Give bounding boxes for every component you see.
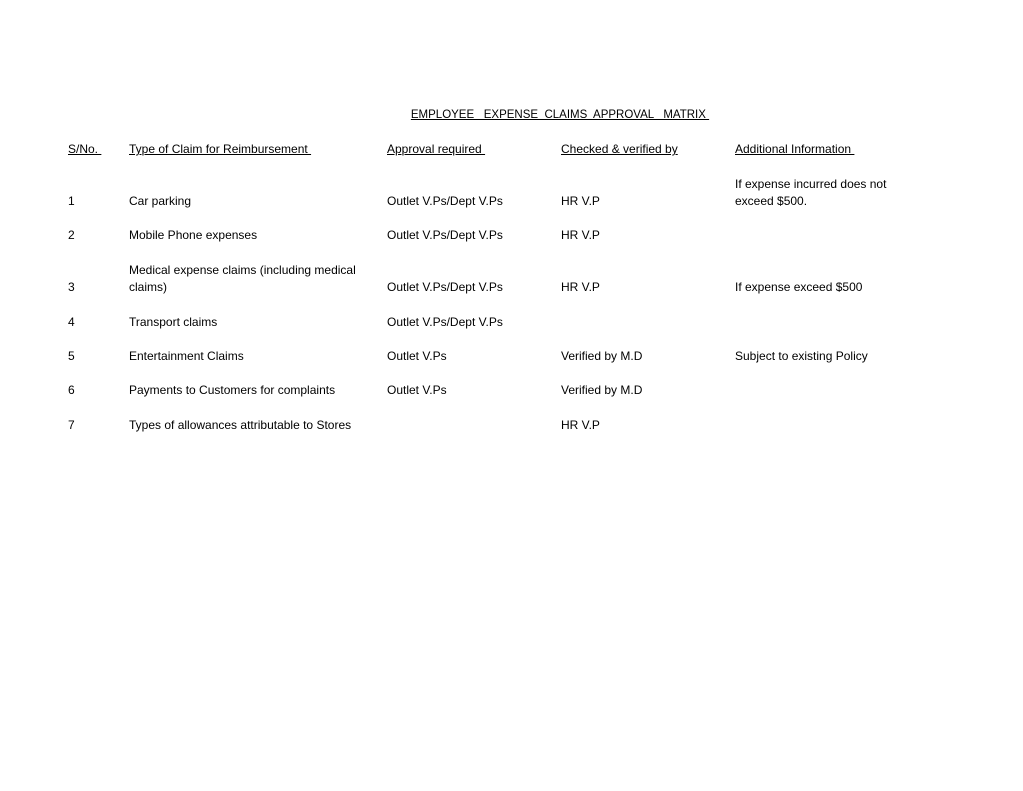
row-claim-type: Entertainment Claims [129, 349, 244, 363]
row-approval: Outlet V.Ps/Dept V.Ps [387, 194, 503, 208]
row-approval: Outlet V.Ps [387, 349, 447, 363]
row-sno: 2 [68, 228, 75, 242]
row-sno: 3 [68, 280, 75, 294]
row-approval: Outlet V.Ps/Dept V.Ps [387, 228, 503, 242]
header-sno: S/No. [68, 142, 102, 156]
header-checked-verified: Checked & verified by [561, 142, 678, 156]
row-info: Subject to existing Policy [735, 349, 868, 363]
row-sno: 5 [68, 349, 75, 363]
row-claim-type: Medical expense claims (including medical claims) [129, 263, 356, 294]
row-sno: 4 [68, 315, 75, 329]
row-checked: HR V.P [561, 280, 600, 294]
header-additional-info: Additional Information [735, 142, 855, 156]
row-checked: Verified by M.D [561, 383, 643, 397]
row-claim-type: Types of allowances attributable to Stores [129, 418, 352, 432]
row-claim-type: Mobile Phone expenses [129, 228, 258, 242]
row-sno: 6 [68, 383, 75, 397]
row-sno: 1 [68, 194, 75, 208]
row-claim-type: Transport claims [129, 315, 218, 329]
row-approval: Outlet V.Ps/Dept V.Ps [387, 315, 503, 329]
header-approval-required: Approval required [387, 142, 486, 156]
row-claim-type: Payments to Customers for complaints [129, 383, 336, 397]
row-checked: Verified by M.D [561, 349, 643, 363]
row-checked: HR V.P [561, 228, 600, 242]
row-info: If expense exceed $500 [735, 280, 863, 294]
row-checked: HR V.P [561, 194, 600, 208]
header-claim-type: Type of Claim for Reimbursement [129, 142, 312, 156]
row-claim-type: Car parking [129, 194, 192, 208]
row-sno: 7 [68, 418, 75, 432]
row-info: If expense incurred does not exceed $500. [735, 177, 887, 208]
row-approval: Outlet V.Ps [387, 383, 447, 397]
row-checked: HR V.P [561, 418, 600, 432]
row-approval: Outlet V.Ps/Dept V.Ps [387, 280, 503, 294]
document-title: EMPLOYEE EXPENSE CLAIMS APPROVAL MATRIX [410, 109, 710, 121]
